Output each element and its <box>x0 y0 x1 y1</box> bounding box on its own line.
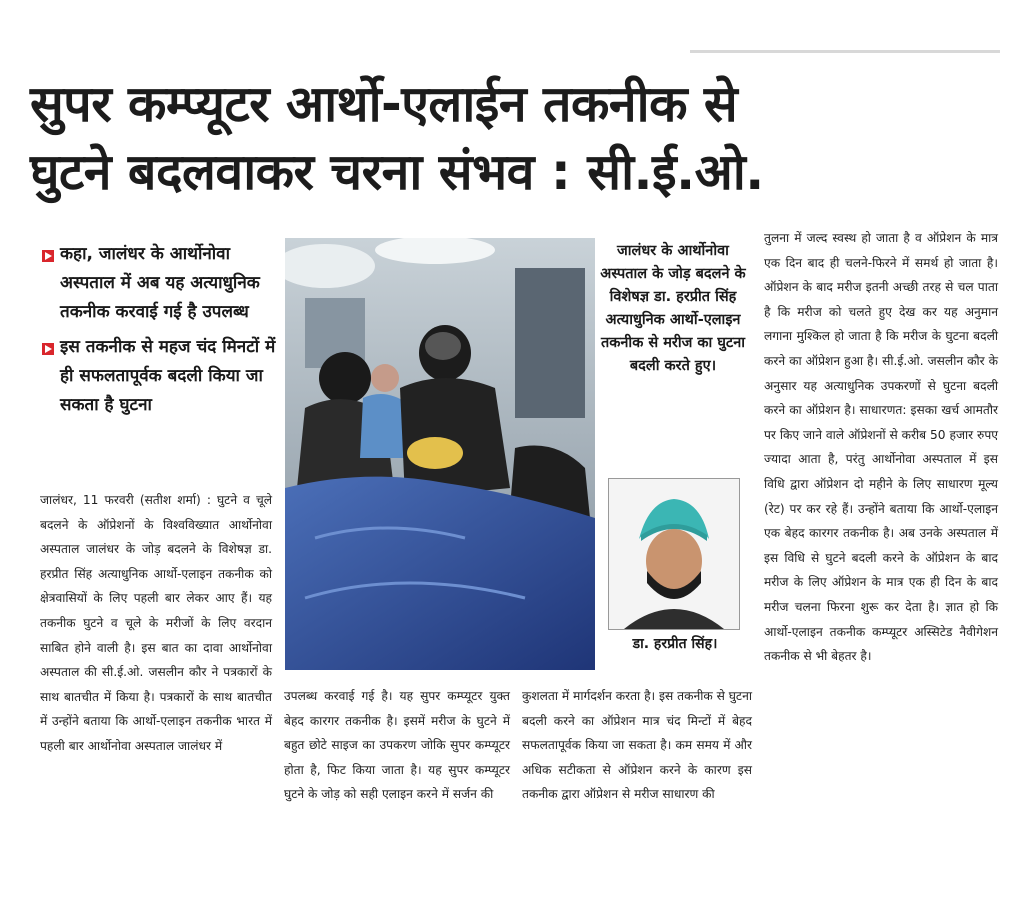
highlight-text: इस तकनीक से महज चंद मिनटों में ही सफलतापूर्वक बदली किया जा सकता है घुटना <box>60 337 276 415</box>
highlight-text: कहा, जालंधर के आर्थोनोवा अस्पताल में अब यह अत्याधुनिक तकनीक करवाई गई है उपलब्ध <box>60 244 260 322</box>
top-rule <box>690 50 1000 53</box>
photo-caption: जालंधर के आर्थोनोवा अस्पताल के जोड़ बदलने के विशेषज्ञ डा. हरप्रीत सिंह अत्याधुनिक आर्थो-एलाइन तकनीक से मरीज का घुटना बदली करते हुए। <box>600 243 746 374</box>
headline <box>30 70 1000 206</box>
article-column-2: उपलब्ध करवाई गई है। यह सुपर कम्प्यूटर युक्त बेहद कारगर तकनीक है। इसमें मरीज के घुटने में बहुत छोटे साइज का उपकरण जोकि सुपर कम्प्यूटर होता है, फिट किया जाता है। यह सुपर कम्प्यूटर घुटने के जोड़ को सही एलाइन करने में सर्जन की <box>284 689 510 802</box>
play-bullet-icon <box>40 343 56 355</box>
highlight-item <box>40 333 280 420</box>
highlight-item <box>40 240 280 327</box>
article-column-1: जालंधर, 11 फरवरी (सतीश शर्मा) : घुटने व चूले बदलने के ऑप्रेशनों के विश्वविख्यात आर्थोनोवा अस्पताल जालंधर के जोड़ बदलने के विशेषज्ञ डा. हरप्रीत सिंह अत्याधुनिक आर्थो-एलाइन तकनीक को क्षेत्रवासियों के लिए पहली बार लेकर आए हैं। यह तकनीक घुटने व चूले के मरीजों के लिए वरदान साबित होने वाली है। इस बात का दावा आर्थोनोवा अस्पताल की सी.ई.ओ. जसलीन कौर ने पत्रकारों के साथ बातचीत में किया है। पत्रकारों के साथ बातचीत में उन्होंने बताया कि आर्थो-एलाइन तकनीक भारत में पहली बार आर्थोनोवा अस्पताल जालंधर में <box>40 493 272 753</box>
article-column-3: कुशलता में मार्गदर्शन करता है। इस तकनीक से घुटना बदली करने का ऑप्रेशन मात्र चंद मिन्टों में बेहद सफलतापूर्वक किया जा सकता है। कम समय में और अधिक सटीकता से ऑप्रेशन करने के कारण इस तकनीक द्वारा ऑप्रेशन से मरीज साधारण की <box>522 689 752 802</box>
portrait-name: डा. हरप्रीत सिंह। <box>632 636 718 652</box>
portrait-photo <box>608 478 740 630</box>
surgery-photo-illustration <box>285 238 595 670</box>
portrait-illustration <box>609 479 739 629</box>
surgery-photo <box>285 238 595 670</box>
article-column-4: तुलना में जल्द स्वस्थ हो जाता है व ऑप्रेशन के मात्र एक दिन बाद ही चलने-फिरने में समर्थ हो जाता है। ऑप्रेशन के बाद मरीज इतनी अच्छी तरह से चल पाता है कि मरीज को चलते हुए देख कर यह अनुमान लगाना मुश्किल हो जाता है कि मरीज के घुटना बदली करने का ऑप्रेशन हुआ है। सी.ई.ओ. जसलीन कौर के अनुसार यह अत्याधुनिक उपकरणों से घुटना बदली करने का ऑप्रेशन है। साधारणत: इसका खर्च आमतौर पर किए जाने वाले ऑप्रेशनों से करीब 50 हजार रुपए ज्यादा आता है, परंतु आर्थोनोवा अस्पताल में इस विधि द्वारा ऑप्रेशन दो महीने के लिए साधारण मूल्य (रेट) पर कर रहे हैं। उन्होंने बताया कि आर्थो-एलाइन एक बेहद कारगर तकनीक है। अब उनके अस्पताल में इस विधि से घुटने बदली करने के ऑप्रेशन के बाद मरीज के लिए ऑप्रेशन के मात्र एक ही दिन के बाद मरीज चलना फिरना शुरू कर देता है। ज्ञात हो कि आर्थो-एलाइन तकनीक कम्प्यूटर अस्सिटेड नैवीगेशन तकनीक से भी बेहतर है। <box>764 231 998 664</box>
play-bullet-icon <box>40 250 56 262</box>
headline-line-1: सुपर कम्प्यूटर आर्थो-एलाईन तकनीक से <box>30 75 738 133</box>
highlights-box <box>40 240 280 426</box>
headline-line-2: घुटने बदलवाकर चरना संभव : सी.ई.ओ. <box>30 143 764 201</box>
